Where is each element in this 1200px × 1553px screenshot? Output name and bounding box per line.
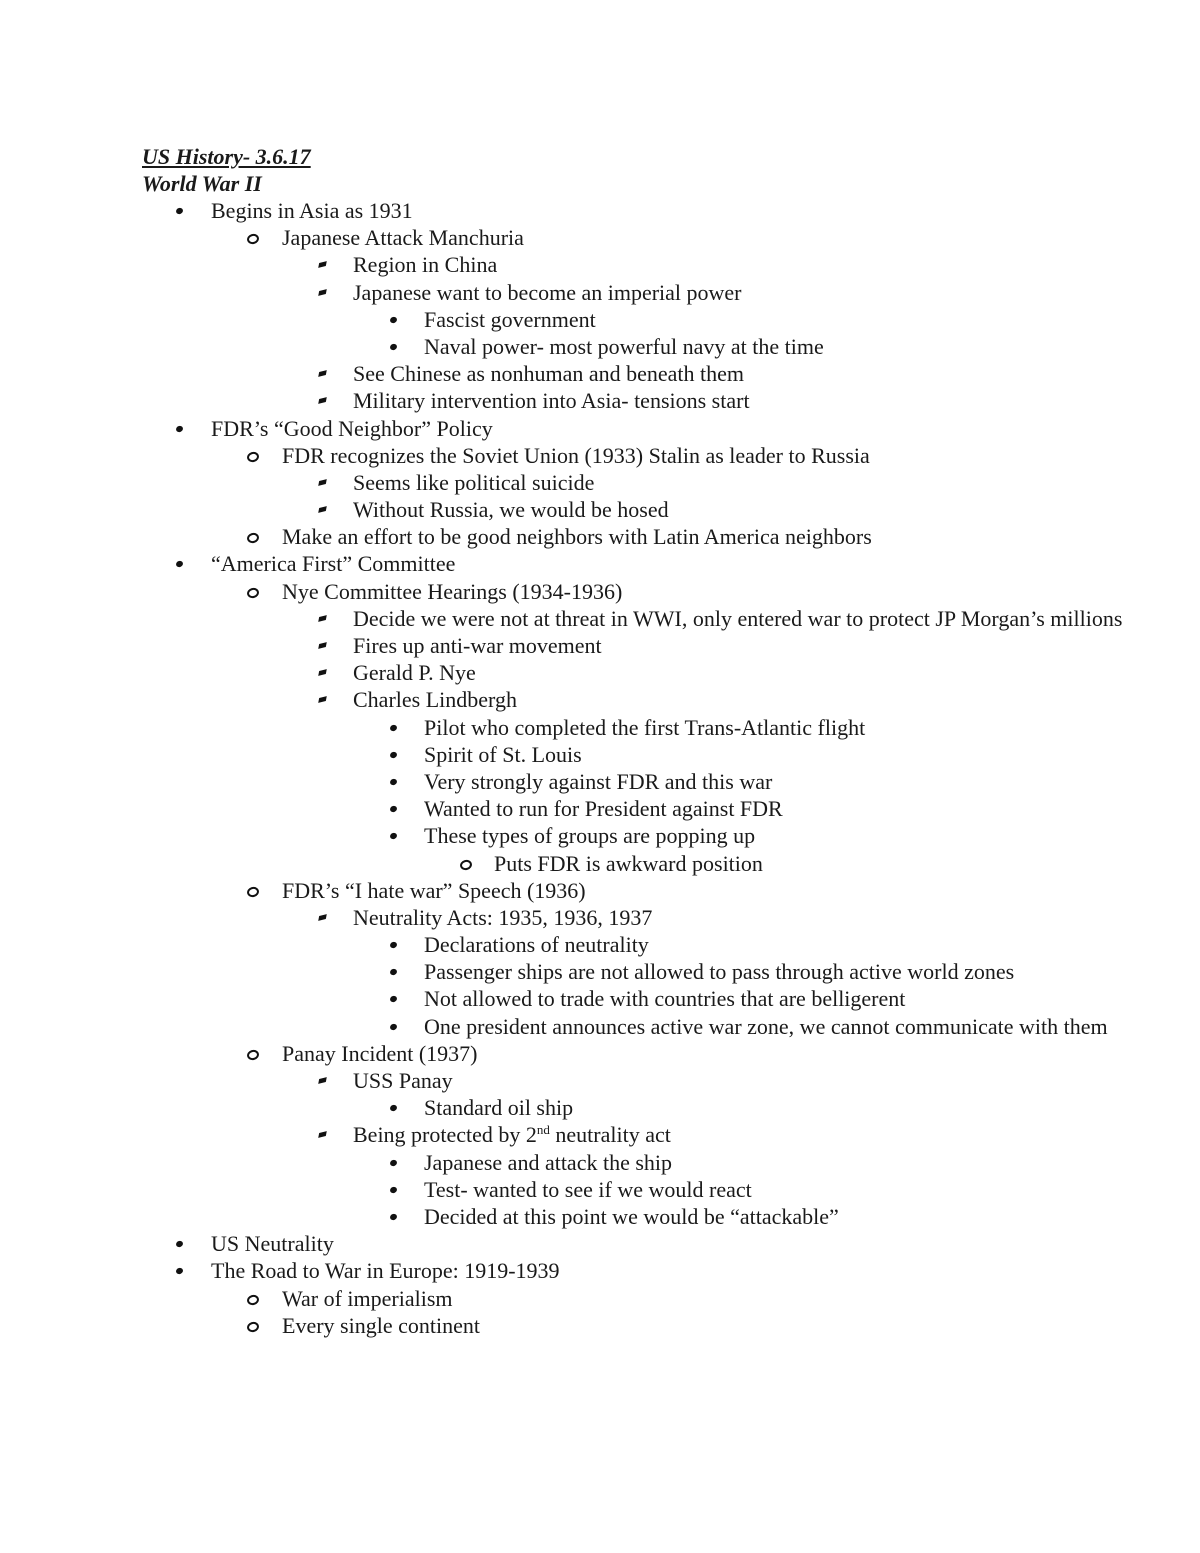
document-subtitle: World War II [142,171,262,196]
outline-item-text: FDR recognizes the Soviet Union (1933) Stalin as leader to Russia [282,442,870,468]
disc-bullet-icon [389,968,398,976]
outline-item [142,1067,1142,1094]
outline-item-text: Panay Incident (1937) [282,1040,478,1066]
outline-item-text: Naval power- most powerful navy at the time [424,333,824,359]
square-bullet-icon [318,262,327,269]
notes-content [142,143,1142,1339]
outline-item-text: Declarations of neutrality [424,932,649,958]
disc-bullet-icon [389,832,398,840]
outline-item [142,442,1142,469]
disc-bullet-icon [389,751,398,759]
disc-bullet-icon [175,207,184,215]
outline-item [142,496,1142,523]
outline-item [142,850,1142,877]
ring-bullet-icon [246,1048,260,1061]
outline-item-text: One president announces active war zone, we cannot communicate with them [424,1013,1108,1039]
outline-item-text: Japanese want to become an imperial power [353,279,742,305]
outline-item [142,1285,1142,1312]
outline-item-text: Make an effort to be good neighbors with Latin America neighbors [282,524,872,550]
outline-item-text: FDR’s “Good Neighbor” Policy [211,415,493,441]
ring-bullet-icon [246,233,260,246]
disc-bullet-icon [389,778,398,786]
outline-item [142,197,1142,224]
square-bullet-icon [318,914,327,921]
outline-item-text: Fires up anti-war movement [353,633,602,658]
outline-item [142,1121,1142,1148]
outline-list [142,197,1142,1339]
outline-item-text: USS Panay [353,1068,453,1093]
outline-item-text: Begins in Asia as 1931 [211,198,413,223]
outline-item [142,1176,1142,1203]
outline-item [142,686,1142,713]
outline-item-text: Nye Committee Hearings (1934-1936) [282,578,623,604]
ring-bullet-icon [246,1293,260,1306]
outline-item [142,877,1142,904]
outline-item-text: Test- wanted to see if we would react [424,1176,752,1202]
outline-item-text: Seems like political suicide [353,469,595,495]
outline-item [142,714,1142,741]
outline-item [142,523,1142,550]
outline-item [142,550,1142,577]
ring-bullet-icon [459,858,473,871]
disc-bullet-icon [389,1186,398,1194]
outline-item [142,387,1142,414]
outline-item [142,958,1142,985]
square-bullet-icon [318,479,327,486]
outline-item-text: These types of groups are popping up [424,823,756,849]
disc-bullet-icon [389,995,398,1003]
outline-item-text [353,1121,1142,1148]
outline-item-text: See Chinese as nonhuman and beneath them [353,361,745,387]
outline-item [142,904,1142,931]
outline-item [142,741,1142,768]
outline-item [142,360,1142,387]
outline-item [142,605,1142,632]
outline-item-text: Every single continent [282,1312,480,1338]
outline-item [142,224,1142,251]
square-bullet-icon [318,642,327,649]
square-bullet-icon [318,669,327,676]
outline-item-text: Japanese and attack the ship [424,1149,673,1175]
outline-item-text: FDR’s “I hate war” Speech (1936) [282,877,586,903]
disc-bullet-icon [389,724,398,732]
outline-item-text: Fascist government [424,306,596,332]
outline-item-text-part: Being protected by 2 [353,1122,537,1148]
outline-item [142,795,1142,822]
ring-bullet-icon [246,586,260,599]
square-bullet-icon [318,697,327,704]
disc-bullet-icon [389,1104,398,1112]
outline-item [142,768,1142,795]
outline-item-text: Japanese Attack Manchuria [282,225,524,251]
outline-item-text: Neutrality Acts: 1935, 1936, 1937 [353,904,653,930]
outline-item-text: War of imperialism [282,1285,453,1311]
outline-item-text: Charles Lindbergh [353,687,517,713]
outline-item-text: Not allowed to trade with countries that are belligerent [424,986,906,1012]
ring-bullet-icon [246,1320,260,1333]
outline-item-text: Decided at this point we would be “attackable” [424,1203,839,1229]
square-bullet-icon [318,370,327,377]
square-bullet-icon [318,1132,327,1139]
ring-bullet-icon [246,532,260,545]
outline-item [142,985,1142,1012]
disc-bullet-icon [175,560,184,568]
ring-bullet-icon [246,885,260,898]
outline-item-text: Passenger ships are not allowed to pass through active world zones [424,959,1015,985]
square-bullet-icon [318,615,327,622]
disc-bullet-icon [175,1240,184,1248]
square-bullet-icon [318,506,327,513]
outline-item [142,1312,1142,1339]
outline-item-text: Pilot who completed the first Trans-Atlantic flight [424,714,866,740]
outline-item-text: Spirit of St. Louis [424,741,582,767]
outline-item [142,578,1142,605]
document-title: US History- 3.6.17 [142,144,311,169]
outline-item-text: Very strongly against FDR and this war [424,768,773,794]
square-bullet-icon [318,1077,327,1084]
outline-item [142,1230,1142,1257]
ring-bullet-icon [246,450,260,463]
outline-item [142,469,1142,496]
outline-item [142,1203,1142,1230]
outline-item-text: Decide we were not at threat in WWI, only entered war to protect JP Morgan’s millions [353,605,1123,631]
outline-item-text-part: neutrality act [549,1122,671,1148]
outline-item [142,333,1142,360]
outline-item [142,1094,1142,1121]
outline-item [142,279,1142,306]
outline-item [142,1257,1142,1284]
disc-bullet-icon [175,1267,184,1275]
outline-item [142,822,1142,849]
disc-bullet-icon [389,316,398,324]
superscript-text: nd [536,1122,550,1138]
square-bullet-icon [318,289,327,296]
outline-item [142,415,1142,442]
outline-item-text: Wanted to run for President against FDR [424,796,783,822]
disc-bullet-icon [389,1023,398,1031]
outline-item-text: US Neutrality [211,1231,334,1257]
outline-item [142,931,1142,958]
outline-item-text: Military intervention into Asia- tensions start [353,388,750,414]
disc-bullet-icon [389,941,398,949]
outline-item-text: “America First” Committee [211,551,456,577]
outline-item [142,1149,1142,1176]
outline-item-text: Standard oil ship [424,1095,574,1121]
disc-bullet-icon [175,424,184,432]
outline-item-text: The Road to War in Europe: 1919-1939 [211,1258,560,1284]
outline-item-text: Puts FDR is awkward position [494,850,763,876]
outline-item-text: Gerald P. Nye [353,660,476,686]
outline-item [142,1040,1142,1067]
disc-bullet-icon [389,1213,398,1221]
outline-item [142,632,1142,659]
outline-item [142,306,1142,333]
outline-item [142,251,1142,278]
disc-bullet-icon [389,805,398,813]
disc-bullet-icon [389,1159,398,1167]
outline-item-text: Without Russia, we would be hosed [353,497,669,523]
outline-item [142,659,1142,686]
disc-bullet-icon [389,343,398,351]
square-bullet-icon [318,397,327,404]
outline-item [142,1013,1142,1040]
outline-item-text: Region in China [353,252,498,278]
